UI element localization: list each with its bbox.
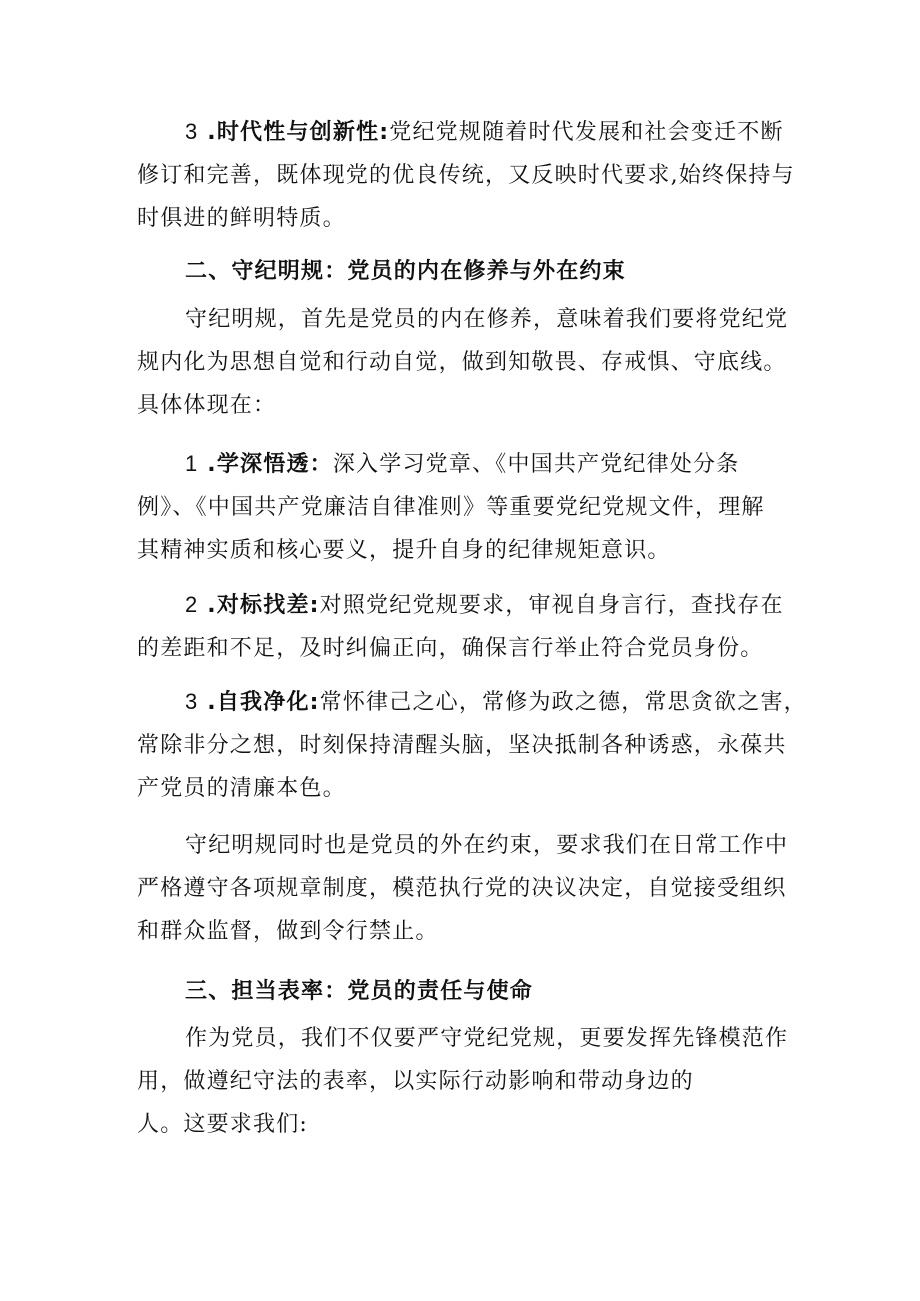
item-lead: 1 .学深悟透： xyxy=(185,451,333,477)
paragraph-line: 修订和完善，既体现党的优良传统，又反映时代要求,始终保持与 xyxy=(137,163,795,188)
paragraph-responsibility xyxy=(137,1017,797,1146)
paragraph-modernity xyxy=(137,110,797,240)
section-heading-3: 三、担当表率：党员的责任与使命 xyxy=(185,979,534,1004)
paragraph-line: 严格遵守各项规章制度，模范执行党的决议决定，自觉接受组织 xyxy=(137,876,787,901)
paragraph-line: 守纪明规同时也是党员的外在约束，要求我们在日常工作中 xyxy=(185,833,789,858)
item-lead: 3 .时代性与创新性: xyxy=(185,119,390,145)
paragraph-line: 具体体现在： xyxy=(137,393,277,418)
paragraph-line: 常除非分之想，时刻保持清醒头脑，坚决抵制各种诱惑，永葆共 xyxy=(137,733,787,758)
paragraph-line: 其精神实质和核心要义，提升自身的纪律规矩意识。 xyxy=(137,538,671,563)
paragraph-study xyxy=(137,442,797,572)
paragraph-line: 守纪明规，首先是党员的内在修养，意味着我们要将党纪党 xyxy=(185,307,789,332)
paragraph-line: 的差距和不足，及时纠偏正向，确保言行举止符合党员身份。 xyxy=(137,636,764,661)
item-lead: 2 .对标找差: xyxy=(185,592,320,618)
section-heading-2: 二、守纪明规：党员的内在修养与外在约束 xyxy=(185,259,626,284)
paragraph-line: 规内化为思想自觉和行动自觉，做到知敬畏、存戒惧、守底线。 xyxy=(137,350,787,375)
paragraph-line: 例》、《中国共产党廉洁自律准则》等重要党纪党规文件，理解 xyxy=(137,495,765,520)
paragraph-line: 产党员的清廉本色。 xyxy=(137,776,346,801)
item-lead: 3 .自我净化: xyxy=(185,689,320,715)
paragraph-line: 作为党员，我们不仅要严守党纪党规，更要发挥先锋模范作 xyxy=(185,1026,789,1051)
paragraph-line: 用，做遵纪守法的表率，以实际行动影响和带动身边的 xyxy=(137,1069,694,1094)
paragraph-line: 人。这要求我们: xyxy=(137,1112,309,1137)
paragraph-line: 1 .学深悟透：深入学习党章、《中国共产党纪律处分条 xyxy=(185,451,740,477)
paragraph-outer-constraint xyxy=(137,824,797,953)
paragraph-line: 2 .对标找差:对照党纪党规要求，审视自身言行，查找存在 xyxy=(185,592,784,618)
paragraph-line: 3 .时代性与创新性:党纪党规随着时代发展和社会变迁不断 xyxy=(185,119,784,145)
paragraph-self-purification xyxy=(137,680,807,810)
paragraph-inner-cultivation xyxy=(137,298,797,427)
paragraph-line: 和群众监督，做到令行禁止。 xyxy=(137,919,439,944)
paragraph-line: 时俱进的鲜明特质。 xyxy=(137,206,346,231)
paragraph-line: 3 .自我净化:常怀律己之心，常修为政之德，常思贪欲之害， xyxy=(185,689,807,715)
paragraph-benchmark xyxy=(137,583,797,670)
